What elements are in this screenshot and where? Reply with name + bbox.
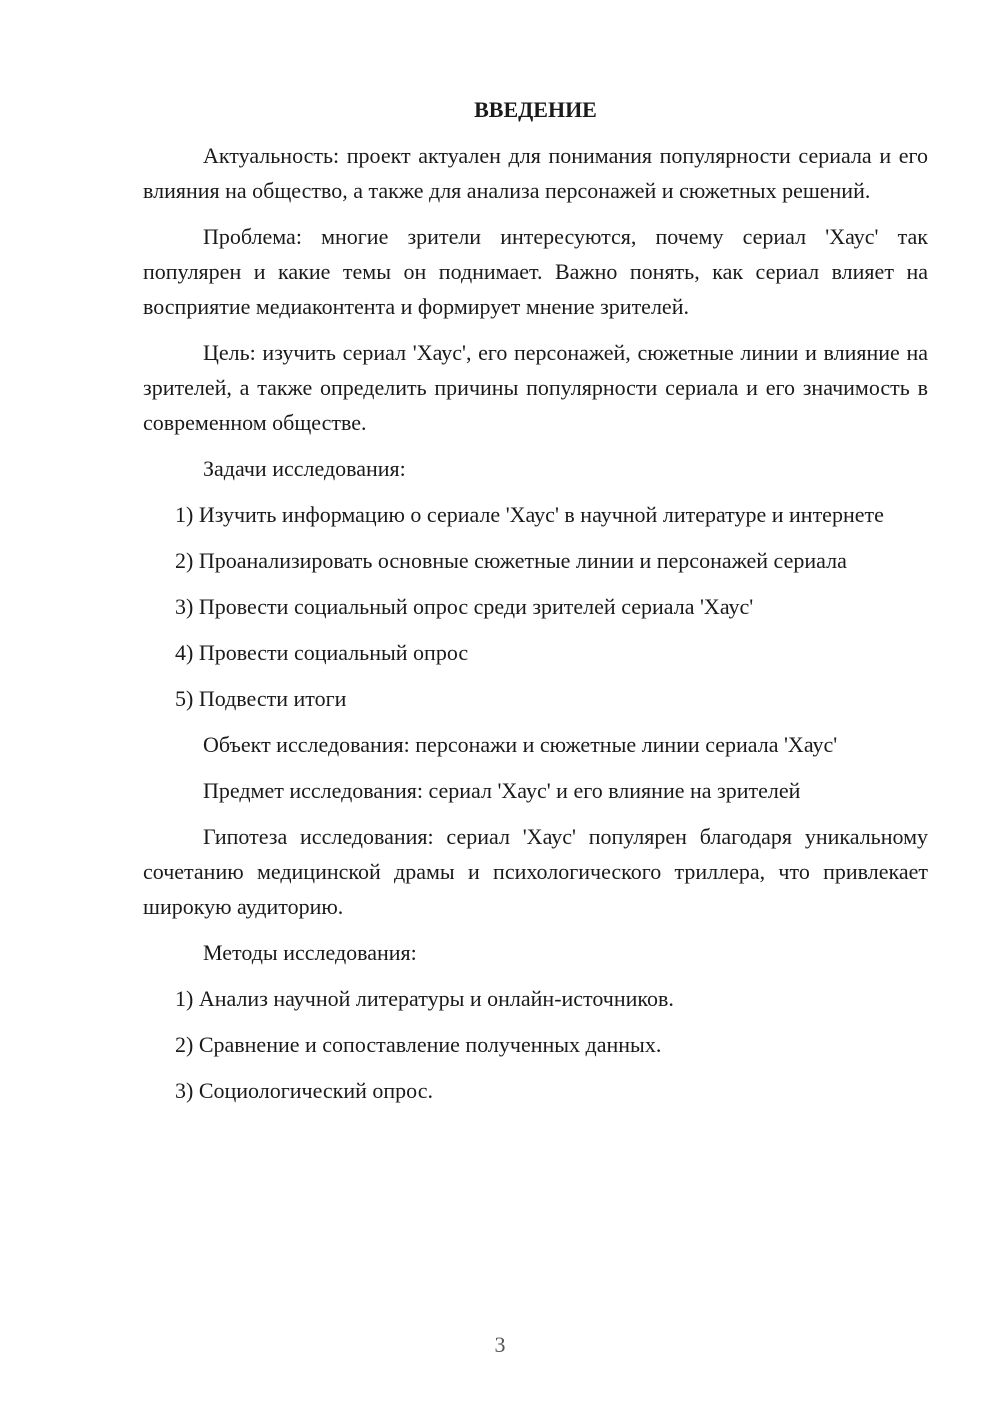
- relevance-paragraph: Актуальность: проект актуален для понимания популярности сериала и его влияния на общество, а также для анализа персонажей и сюжетных решений.: [143, 143, 928, 203]
- goal-paragraph: Цель: изучить сериал 'Хаус', его персонажей, сюжетные линии и влияние на зрителей, а также определить причины популярности сериала и его значимость в современном обществе.: [143, 340, 928, 435]
- task-item-5: 5) Подвести итоги: [175, 686, 347, 711]
- method-item-3: 3) Социологический опрос.: [175, 1078, 433, 1103]
- method-item-2: 2) Сравнение и сопоставление полученных данных.: [175, 1032, 662, 1057]
- object-paragraph: Объект исследования: персонажи и сюжетные линии сериала 'Хаус': [203, 732, 838, 757]
- task-item-1: 1) Изучить информацию о сериале 'Хаус' в научной литературе и интернете: [175, 502, 884, 527]
- subject-paragraph: Предмет исследования: сериал 'Хаус' и его влияние на зрителей: [203, 778, 801, 803]
- document-page: [143, 92, 928, 1119]
- task-item-3: 3) Провести социальный опрос среди зрителей сериала 'Хаус': [175, 594, 754, 619]
- tasks-heading: Задачи исследования:: [203, 456, 406, 481]
- task-item-2: 2) Проанализировать основные сюжетные линии и персонажей сериала: [175, 548, 847, 573]
- task-item-4: 4) Провести социальный опрос: [175, 640, 469, 665]
- problem-paragraph: Проблема: многие зрители интересуются, почему сериал 'Хаус' так популярен и какие темы он поднимает. Важно понять, как сериал влияет на восприятие медиаконтента и формирует мнение зрителей.: [143, 224, 928, 319]
- method-item-1: 1) Анализ научной литературы и онлайн-источников.: [175, 986, 674, 1011]
- methods-heading: Методы исследования:: [203, 940, 417, 965]
- page-number: 3: [494, 1332, 506, 1357]
- hypothesis-paragraph: Гипотеза исследования: сериал 'Хаус' популярен благодаря уникальному сочетанию медицинской драмы и психологического триллера, что привлекает широкую аудиторию.: [143, 824, 928, 919]
- section-title: ВВЕДЕНИЕ: [474, 97, 597, 122]
